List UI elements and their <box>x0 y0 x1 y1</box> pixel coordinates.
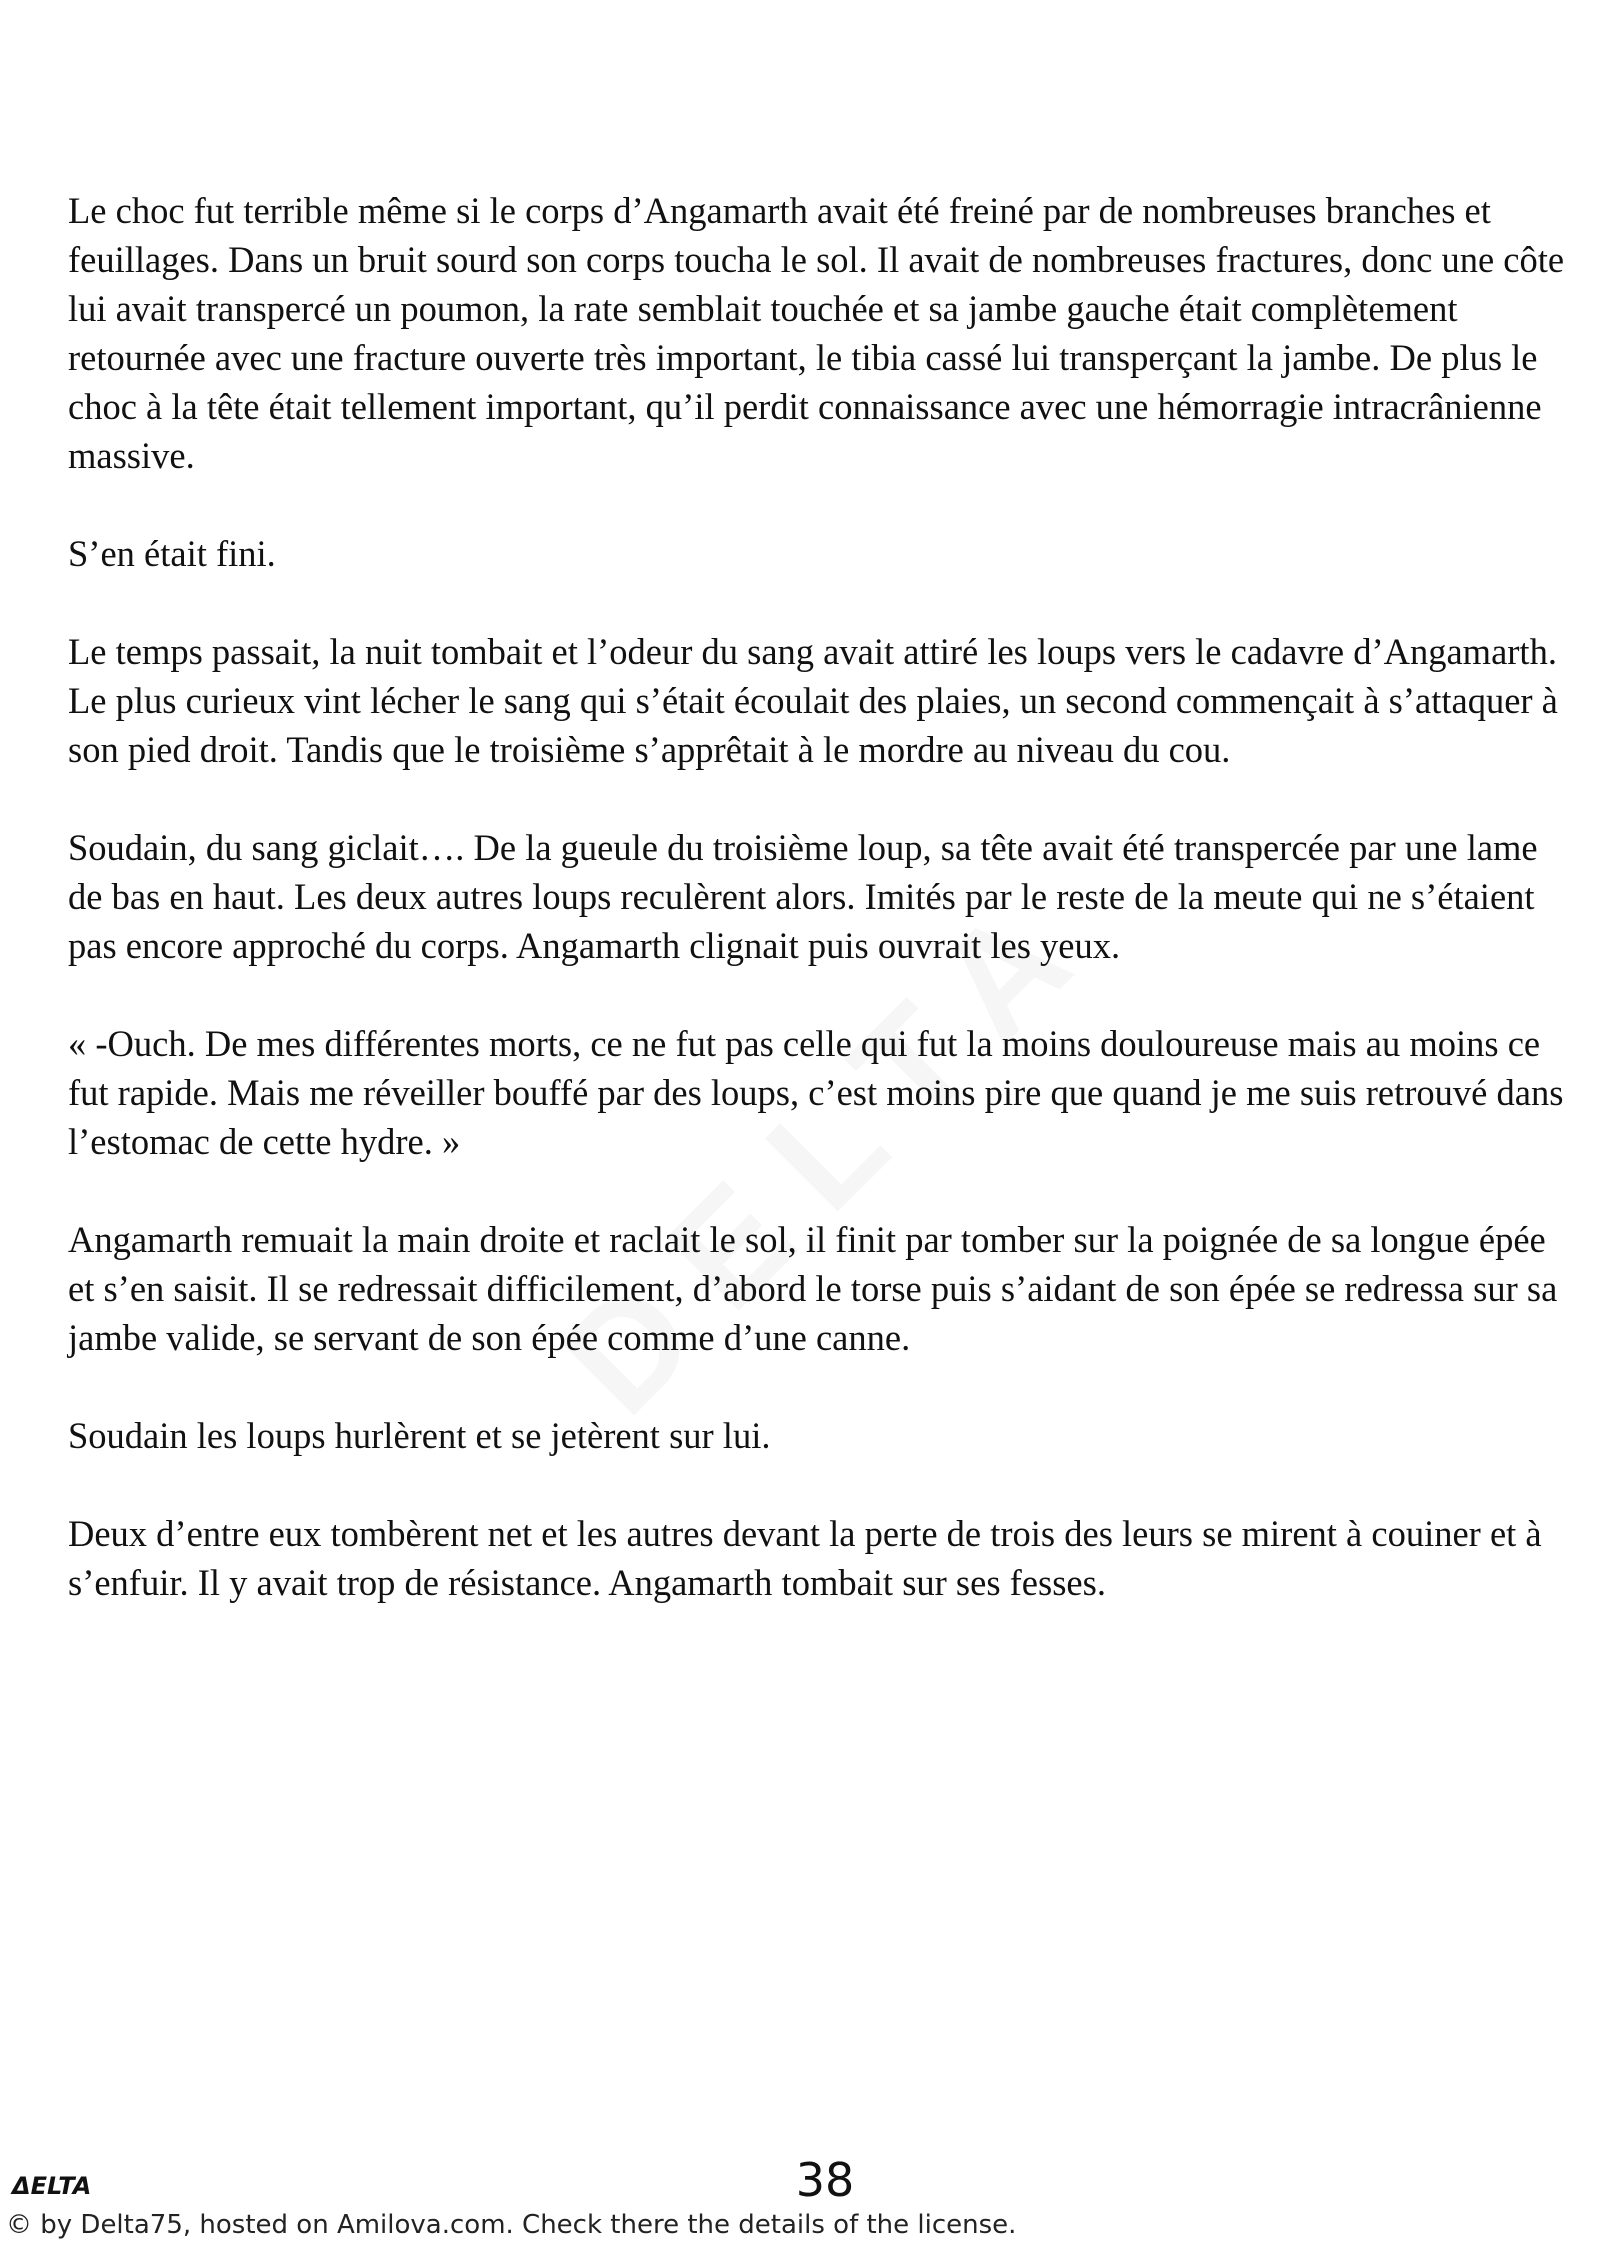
paragraph-7: Soudain les loups hurlèrent et se jetèrent sur lui. <box>68 1415 771 1456</box>
paragraph-6: Angamarth remuait la main droite et raclait le sol, il finit par tomber sur la poignée de sa longue épée et s’en saisit. Il se redressait difficilement, d’abord le torse puis s’aidant de son épée se redressa sur sa jambe valide, se servant de son épée comme d’une canne. <box>68 1219 1558 1358</box>
paragraph-3: Le temps passait, la nuit tombait et l’odeur du sang avait attiré les loups vers le cadavre d’Angamarth. Le plus curieux vint lécher le sang qui s’était écoulait des plaies, un second commençait à s’attaquer à son pied droit. Tandis que le troisième s’apprêtait à le mordre au niveau du cou. <box>68 631 1558 770</box>
paragraph-4: Soudain, du sang giclait…. De la gueule du troisième loup, sa tête avait été transpercée par une lame de bas en haut. Les deux autres loups reculèrent alors. Imités par le reste de la meute qui ne s’étaient pas encore approché du corps. Angamarth clignait puis ouvrait les yeux. <box>68 827 1538 966</box>
story-text <box>68 186 1568 1656</box>
license-notice: © by Delta75, hosted on Amilova.com. Check there the details of the license. <box>6 2210 1017 2240</box>
paragraph-5: « -Ouch. De mes différentes morts, ce ne fut pas celle qui fut la moins douloureuse mais au moins ce fut rapide. Mais me réveiller bouffé par des loups, c’est moins pire que quand je me suis retrouvé dans l’estomac de cette hydre. » <box>68 1023 1564 1162</box>
delta-logo <box>10 2168 110 2202</box>
paragraph-2: S’en était fini. <box>68 533 276 574</box>
paragraph-1: Le choc fut terrible même si le corps d’Angamarth avait été freiné par de nombreuses branches et feuillages. Dans un bruit sourd son corps toucha le sol. Il avait de nombreuses fractures, donc une côte lui avait transpercé un poumon, la rate semblait touchée et sa jambe gauche était complètement retournée avec une fracture ouverte très important, le tibia cassé lui transperçant la jambe. De plus le choc à la tête était tellement important, qu’il perdit connaissance avec une hémorragie intracrânienne massive. <box>68 190 1565 476</box>
delta-logo-text: ΔELTA <box>12 2172 92 2200</box>
paragraph-8: Deux d’entre eux tombèrent net et les autres devant la perte de trois des leurs se mirent à couiner et à s’enfuir. Il y avait trop de résistance. Angamarth tombait sur ses fesses. <box>68 1513 1542 1603</box>
page-number: 38 <box>795 2153 855 2207</box>
